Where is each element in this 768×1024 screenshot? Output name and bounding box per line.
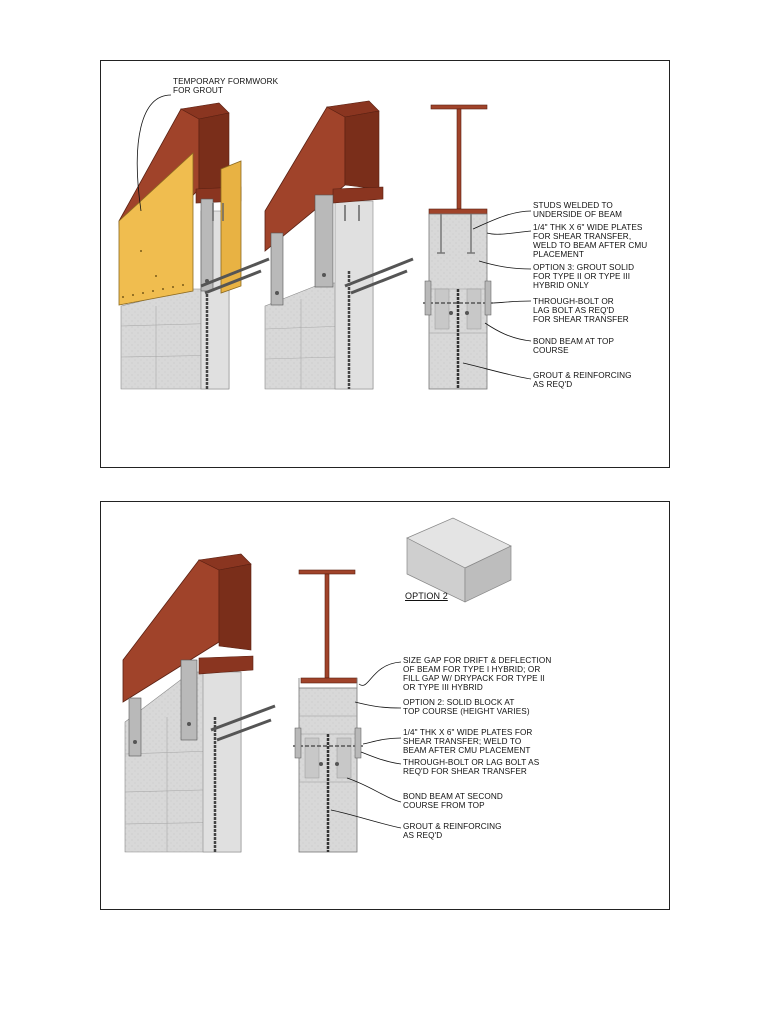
assembly-solid-block <box>123 554 275 852</box>
assembly-section <box>423 105 493 389</box>
callout-plates-2: 1/4" THK X 6" WIDE PLATES FOR SHEAR TRANSFER; WELD TO BEAM AFTER CMU PLACEMENT <box>403 728 533 755</box>
callout-through-bolt-2: THROUGH-BOLT OR LAG BOLT AS REQ'D FOR SHEAR TRANSFER <box>403 758 540 776</box>
callout-option2: OPTION 2: SOLID BLOCK AT TOP COURSE (HEIGHT VARIES) <box>403 698 530 716</box>
solid-block-illustration <box>407 518 511 602</box>
callout-plates: 1/4" THK X 6" WIDE PLATES FOR SHEAR TRANSFER, WELD TO BEAM AFTER CMU PLACEMENT <box>533 223 648 259</box>
assembly-formwork <box>119 103 269 389</box>
callout-formwork: TEMPORARY FORMWORK FOR GROUT <box>173 77 279 95</box>
assembly-section-2 <box>293 570 363 852</box>
callout-studs: STUDS WELDED TO UNDERSIDE OF BEAM <box>533 201 623 219</box>
callout-through-bolt: THROUGH-BOLT OR LAG BOLT AS REQ'D FOR SHEAR TRANSFER <box>533 297 629 324</box>
option-2-label: OPTION 2 <box>405 591 448 601</box>
top-detail-panel <box>100 60 670 468</box>
assembly-plates <box>265 101 413 389</box>
callout-option3: OPTION 3: GROUT SOLID FOR TYPE II OR TYPE III HYBRID ONLY <box>533 263 635 290</box>
bottom-detail-panel <box>100 501 670 910</box>
callout-gap: SIZE GAP FOR DRIFT & DEFLECTION OF BEAM FOR TYPE I HYBRID; OR FILL GAP W/ DRYPACK FOR TYPE II OR TYPE III HYBRID <box>403 656 552 692</box>
bottom-detail-drawing <box>101 502 669 909</box>
callout-grout: GROUT & REINFORCING AS REQ'D <box>533 371 632 389</box>
callout-bond-beam-2: BOND BEAM AT SECOND COURSE FROM TOP <box>403 792 503 810</box>
callout-grout-2: GROUT & REINFORCING AS REQ'D <box>403 822 502 840</box>
callout-bond-beam: BOND BEAM AT TOP COURSE <box>533 337 615 355</box>
